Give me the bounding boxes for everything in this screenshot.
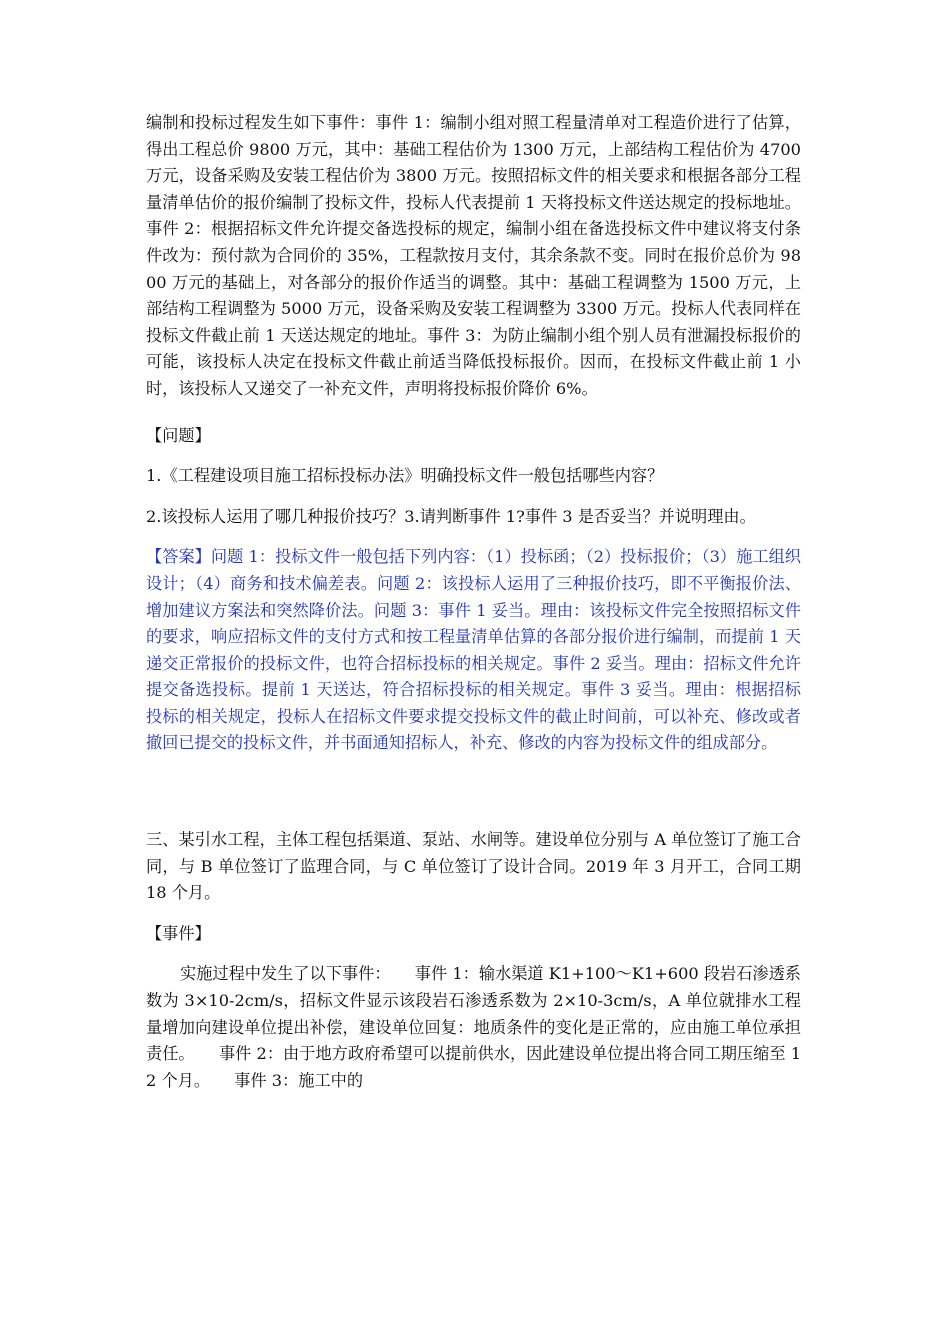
- question-1: 1.《工程建设项目施工招标投标办法》明确投标文件一般包括哪些内容？: [146, 466, 664, 486]
- section-three-paragraph: 三、某引水工程，主体工程包括渠道、泵站、水闸等。建设单位分别与 A 单位签订了施工合同，与 B 单位签订了监理合同，与 C 单位签订了设计合同。2019 年 3 月开工，合同工期 18 个月。: [146, 830, 801, 903]
- events-paragraph: 编制和投标过程发生如下事件：事件 1：编制小组对照工程量清单对工程造价进行了估算，得出工程总价 9800 万元，其中：基础工程估价为 1300 万元，上部结构工程估价为 4700 万元，设备采购及安装工程估价为 3800 万元。按照招标文件的相关要求和根据各部分工程量清单估价的报价编制了投标文件，投标人代表提前 1 天将投标文件送达规定的投标地址。事件 2：根据招标文件允许提交备选投标的规定，编制小组在备选投标文件中建议将支付条件改为：预付款为合同价的 35%，工程款按月支付，其余条款不变。同时在报价总价为 9800 万元的基础上，对各部分的报价作适当的调整。其中：基础工程调整为 1500 万元，上部结构工程调整为 5000 万元，设备采购及安装工程调整为 3300 万元。投标人代表同样在投标文件截止前 1 天送达规定的地址。事件 3：为防止编制小组个别人员有泄漏投标报价的可能，该投标人决定在投标文件截止前适当降低投标报价。因而，在投标文件截止前 1 小时，该投标人又递交了一补充文件，声明将投标报价降价 6%。: [146, 113, 801, 398]
- answer-paragraph: 【答案】问题 1：投标文件一般包括下列内容：（1）投标函；（2）投标报价；（3）施工组织设计；（4）商务和技术偏差表。问题 2：该投标人运用了三种报价技巧，即不平衡报价法、增加建议方案法和突然降价法。问题 3：事件 1 妥当。理由：该投标文件完全按照招标文件的要求，响应招标文件的支付方式和按工程量清单估算的各部分报价进行编制，而提前 1 天递交正常报价的投标文件，也符合招标投标的相关规定。事件 2 妥当。理由：招标文件允许提交备选投标。提前 1 天送达，符合招标投标的相关规定。事件 3 妥当。理由：根据招标投标的相关规定，投标人在招标文件要求提交投标文件的截止时间前，可以补充、修改或者撤回已提交的投标文件，并书面通知招标人，补充、修改的内容为投标文件的组成部分。: [146, 547, 801, 753]
- events-heading: 【事件】: [146, 923, 211, 943]
- document-page: [146, 110, 801, 1094]
- events-detail-paragraph: 实施过程中发生了以下事件： 事件 1：输水渠道 K1+100～K1+600 段岩石渗透系数为 3×10-2cm/s，招标文件显示该段岩石渗透系数为 2×10-3cm/s，A 单位就排水工程量增加向建设单位提出补偿，建设单位回复：地质条件的变化是正常的，应由施工单位承担责任。 事件 2：由于地方政府希望可以提前供水，因此建设单位提出将合同工期压缩至 12 个月。 事件 3：施工中的: [146, 964, 801, 1090]
- question-2-3: 2.该投标人运用了哪几种报价技巧？3.请判断事件 1?事件 3 是否妥当？并说明理由。: [146, 506, 756, 526]
- questions-heading: 【问题】: [146, 425, 211, 445]
